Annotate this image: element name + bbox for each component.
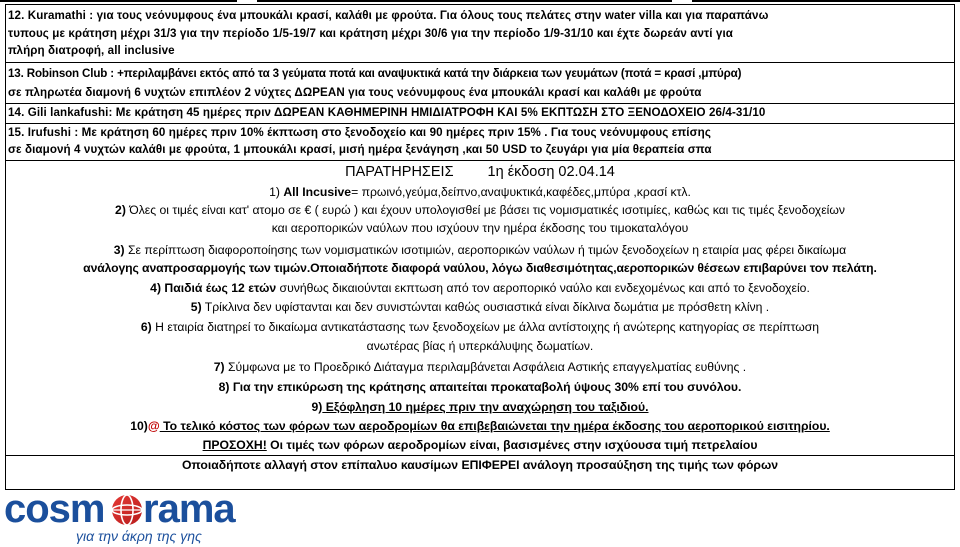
note-9 (5, 400, 955, 415)
note-4-term: Παιδιά έως 12 ετών (161, 281, 277, 295)
note-7-text: Σύμφωνα με το Προεδρικό Διάταγμα περιλαμβάνεται Ασφάλεια Αστικής επαγγελματίας ευθύνης . (224, 360, 747, 374)
edition-label: 1η έκδοση 02.04.14 (487, 164, 615, 180)
note-1 (5, 185, 955, 200)
fuel-surcharge-line: Οποιαδήποτε αλλαγή στον επίπαλυο καυσίμων ΕΠΙΦΕΡΕΙ ανάλογη προσαύξηση της τιμής των φόρων (181, 458, 779, 472)
offer-12-line-2: τυπους με κράτηση μέχρι 31/3 για την περίοδο 1/5-19/7 και κράτηση μέχρι 30/6 για την περίοδο 1/9-31/10 και έχτε δωρεάν αντί για (8, 27, 734, 40)
note-7 (5, 360, 955, 375)
note-4 (5, 281, 955, 296)
offer-13-line-2: σε πληρωτέα διαμονή 6 νυχτών επιπλέον 2 νύχτες ΔΩΡΕΑΝ για τους νεόνυμφους ένα μπουκάλι κρασί και καλάθι με φρούτα (8, 86, 702, 99)
note-number: 9) (311, 400, 323, 414)
divider (5, 123, 955, 124)
attention-label: ΠΡΟΣΟΧΗ! (202, 438, 267, 452)
note-2 (5, 203, 955, 218)
note-number: 1) (269, 185, 280, 199)
offer-12-line-1: 12. Kuramathi : για τους νεόνυμφους ένα μπουκάλι κρασί, καλάθι με φρούτα. Για όλους τους πελάτες στην water villa και για παραπάνω (8, 9, 769, 22)
note-3 (5, 243, 955, 258)
logo-tagline: για την άκρη της γης (76, 528, 202, 544)
note-3-text: Σε περίπτωση διαφοροποίησης των νομισματικών ισοτιμιών, αεροπορικών ναύλων ή τιμών ξενοδοχείων η εταιρία μας φέρει δικαίωμα (124, 243, 847, 257)
note-9-text: Εξόφληση 10 ημέρες πριν την αναχώρηση του ταξιδιού. (322, 400, 649, 414)
globe-icon (112, 495, 142, 525)
cosmorama-logo (4, 488, 244, 546)
note-3-continued: ανάλογης αναπροσαρμογής των τιμών.Οποιαδήποτε διαφορά ναύλου, λόγω διαθεσιμότητας,αεροπορικών θέσεων επιβαρύνει τον πελάτη. (83, 261, 877, 275)
divider (5, 455, 955, 456)
divider (5, 62, 955, 63)
note-number: 2) (115, 203, 126, 217)
notes-heading (5, 165, 955, 180)
note-10-at-sign: @ (147, 419, 160, 433)
note-1-term: All Incusive (283, 185, 352, 199)
note-number: 3) (113, 243, 125, 257)
offer-12-line-3: πλήρη διατροφή, all inclusive (8, 44, 175, 57)
note-number: 7) (213, 360, 225, 374)
divider (5, 160, 955, 161)
divider (5, 103, 955, 104)
attention-text: Οι τιμές των φόρων αεροδρομίων είναι, βασισμένες στην ισχύουσα τιμή πετρελαίου (266, 438, 758, 452)
note-4-text: συνήθως δικαιούνται εκπτωση από τον αεροπορικό ναύλο και ενδεχομένως και από το ξενοδοχείο. (276, 281, 810, 295)
note-5-text: Τρίκλινα δεν υφίστανται και δεν συνιστώνται καθώς ουσιαστικά είναι δίκλινα δωμάτια με πρόσθετη κλίνη . (201, 300, 770, 314)
note-6-continued: ανωτέρας βίας ή υπερκάλυψης δωματίων. (366, 339, 594, 353)
offer-14: 14. Gili lankafushi: Με κράτηση 45 ημέρες πριν ΔΩΡΕΑΝ ΚΑΘΗΜΕΡΙΝΗ ΗΜΙΔΙΑΤΡΟΦΗ ΚΑΙ 5% ΕΚΠΤΩΣΗ ΣΤΟ ΞΕΝΟΔΟΧΕΙΟ 26/4-31/10 (8, 106, 766, 119)
note-6 (5, 320, 955, 335)
offer-15-line-2: σε διαμονή 4 νυχτών καλάθι με φρούτα, 1 μπουκάλι κρασί, μισή ημέρα ξενάγηση ,και 50 USD το ζευγάρι για μία θεραπεία σπα (8, 143, 712, 156)
attention-line (5, 438, 955, 453)
note-8 (5, 380, 955, 395)
note-2-continued: και αεροπορικών ναύλων που ισχύουν την ημέρα έκδοσης του τιμοκαταλόγου (271, 221, 689, 235)
offer-15-line-1: 15. Irufushi : Με κράτηση 60 ημέρες πριν 10% έκπτωση στο ξενοδοχείο και 90 ημέρες πριν 15% . Για τους νεόνυμφους επίσης (8, 126, 711, 139)
note-number: 10) (130, 419, 148, 433)
note-10 (5, 419, 955, 434)
offer-13-line-1: 13. Robinson Club : +περιλαμβάνει εκτός από τα 3 γεύματα ποτά και αναψυκτικά κατά την διάρκεια των γευμάτων (ποτά = κρασί ,μπύρα) (8, 67, 742, 80)
note-2-text: Όλες οι τιμές είναι κατ' ατομο σε € ( ευρώ ) και έχουν υπολογισθεί με βάσει τις νομισματικές ισοτιμίες, καθώς και τις τιμές ξενοδοχείων (125, 203, 845, 217)
note-number: 8) (218, 380, 230, 394)
note-6-text: Η εταιρία διατηρεί το δικαίωμα αντικατάστασης των ξενοδοχείων με άλλα αντίστοιχης ή ανώτερης κατηγορίας σε περίπτωση (151, 320, 820, 334)
note-number: 6) (140, 320, 152, 334)
note-8-text: Για την επικύρωση της κράτησης απαιτείται προκαταβολή ύψους 30% επί του συνόλου. (229, 380, 742, 394)
note-1-text: = πρωινό,γεύμα,δείπνο,αναψυκτικά,καφέδες,μπύρα ,κρασί κτλ. (351, 185, 691, 199)
notes-title: ΠΑΡΑΤΗΡΗΣΕΙΣ (345, 164, 454, 180)
note-5 (5, 300, 955, 315)
logo-wordmark: cosm (4, 488, 105, 531)
note-number: 5) (190, 300, 202, 314)
note-10-text: Το τελικό κόστος των φόρων των αεροδρομίων θα επιβεβαιώνεται την ημέρα έκδοσης του αεροπορικού εισιτηρίου. (159, 419, 830, 433)
logo-wordmark-end: rama (143, 488, 235, 531)
note-number: 4) (150, 281, 162, 295)
